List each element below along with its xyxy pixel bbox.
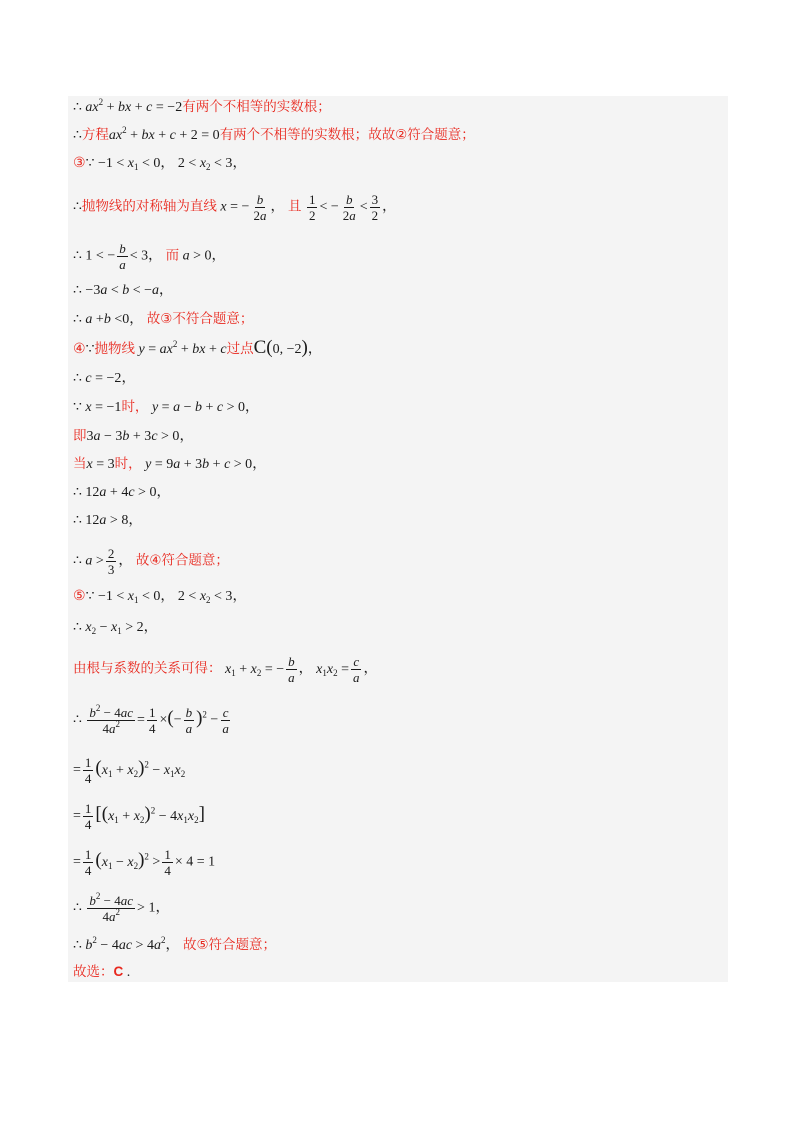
line-21: = $\frac{1}{4}$ $[(x_1 + x_2)^2 - 4x_1x_2]$: [73, 801, 205, 832]
line-20: = $\frac{1}{4}$ $(x_1 + x_2)^2 - x_1x_2$: [73, 755, 186, 786]
line-15: ∴ a > $\frac{2}{3}$ ， 故④符合题意；: [73, 546, 229, 577]
line-12: 当x = 3时， y = 9a + 3b + c > 0，: [73, 456, 267, 472]
line-3: ③∵ $-1 < x_1 < 0$， $2 < x_2 < 3$，: [73, 156, 247, 172]
line-24: ∴ $b^2 - 4ac > 4a^2$， 故⑤符合题意；: [73, 935, 277, 953]
line-1: ∴ $ax^2$ + bx + c = −2有两个不相等的实数根；: [73, 97, 331, 115]
line-11: 即3a − 3b + 3c > 0，: [73, 428, 194, 444]
line-6: ∴ −3a < b < −a，: [73, 283, 174, 298]
line-19: ∴ $\frac{b^2 - 4ac}{4a^2}$ = $\frac{1}{4}$ ×(− $\frac{b}{a}$ )$^2$ − $\frac{c}{a}$: [73, 703, 229, 736]
line-17: ∴ $x_2 - x_1 > 2$，: [73, 620, 158, 636]
line-4: ∴抛物线的对称轴为直线 x = − $\frac{b}{2a}$ ， 且 $\frac{1}{2}$ < − $\frac{b}{2a}$ < $\frac{3}{2}$ ，: [73, 192, 397, 223]
line-25: 故选：C .: [73, 964, 131, 980]
line-23: ∴ $\frac{b^2 - 4ac}{4a^2}$ > 1，: [73, 891, 170, 924]
line-13: ∴ 12a + 4c > 0，: [73, 485, 171, 500]
line-5: ∴ 1 < − $\frac{b}{a}$ < 3， 而 a > 0，: [73, 241, 226, 272]
line-8: ④∵抛物线 $y = ax^2$ + bx + c过点C(0, −2)，: [73, 337, 322, 358]
line-16: ⑤∵ $-1 < x_1 < 0$， $2 < x_2 < 3$，: [73, 589, 247, 605]
line-18: 由根与系数的关系可得： $x_1 + x_2$ = − $\frac{b}{a}$ ， $x_1x_2$ = $\frac{c}{a}$ ，: [73, 654, 378, 685]
line-7: ∴ a +b <0， 故③不符合题意；: [73, 311, 254, 327]
line-14: ∴ 12a > 8，: [73, 513, 143, 528]
line-10: ∵ x = −1时， y = a − b + c > 0，: [73, 399, 259, 415]
line-2: ∴方程$ax^2$ + bx + c + 2 = 0有两个不相等的实数根；故故②符合题意；: [73, 125, 475, 143]
line-22: = $\frac{1}{4}$ $(x_1 - x_2)^2$ > $\frac{1}{4}$ × 4 = 1: [73, 847, 216, 878]
line-9: ∴ c = −2，: [73, 371, 136, 386]
